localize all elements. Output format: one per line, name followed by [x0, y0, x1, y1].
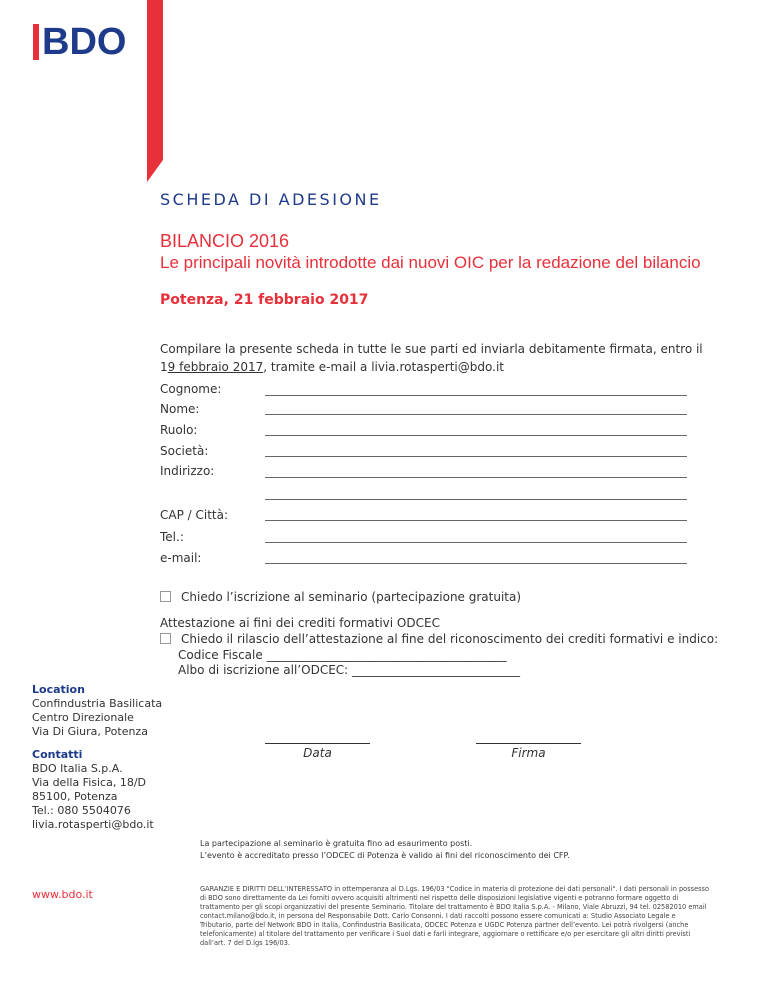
location-heading: Location	[32, 683, 85, 696]
date-signature-line[interactable]	[265, 743, 370, 744]
intro-text	[160, 340, 720, 376]
label-cognome: Cognome:	[160, 382, 222, 396]
location-block	[32, 683, 162, 739]
intro-part2: , tramite e-mail a livia.rotasperti@bdo.it	[263, 360, 504, 374]
date-label: Data	[303, 746, 332, 760]
field-indirizzo[interactable]	[265, 477, 687, 478]
seminar-checkbox[interactable]	[160, 591, 171, 602]
label-societa: Società:	[160, 444, 209, 458]
location-line: Centro Direzionale	[32, 711, 134, 724]
attestation-option[interactable]	[160, 632, 718, 646]
location-line: Confindustria Basilicata	[32, 697, 163, 710]
contacts-line: Tel.: 080 5504076	[32, 804, 131, 817]
brand-band-cut	[147, 160, 163, 182]
codice-fiscale-field[interactable]: Codice Fiscale ________________________________________	[178, 648, 507, 662]
label-cap-citta: CAP / Città:	[160, 508, 229, 522]
contacts-email[interactable]: livia.rotasperti@bdo.it	[32, 818, 154, 831]
form-title: SCHEDA DI ADESIONE	[160, 190, 382, 209]
note-line-2: L’evento è accreditato presso l’ODCEC di Potenza è valido ai fini del riconoscimento dei CFP.	[200, 851, 570, 860]
label-tel: Tel.:	[160, 530, 184, 544]
website-link[interactable]: www.bdo.it	[32, 888, 93, 901]
logo-text: BDO	[42, 21, 127, 63]
field-nome[interactable]	[265, 414, 687, 415]
attestation-checkbox[interactable]	[160, 633, 171, 644]
note-line-1: La partecipazione al seminario è gratuita fino ad esaurimento posti.	[200, 839, 473, 848]
seminar-label: Chiedo l’iscrizione al seminario (partecipazione gratuita)	[181, 590, 522, 604]
event-date: Potenza, 21 febbraio 2017	[160, 292, 369, 308]
contacts-block	[32, 748, 154, 832]
bdo-logo	[33, 22, 126, 62]
attestation-label: Chiedo il rilascio dell’attestazione al fine del riconoscimento dei crediti formativi e indico:	[181, 632, 719, 646]
location-line: Via Di Giura, Potenza	[32, 725, 148, 738]
label-nome: Nome:	[160, 402, 200, 416]
logo-mark	[33, 24, 39, 60]
firma-signature-line[interactable]	[476, 743, 581, 744]
contacts-line: 85100, Potenza	[32, 790, 118, 803]
field-societa[interactable]	[265, 456, 687, 457]
field-tel[interactable]	[265, 542, 687, 543]
contacts-line: BDO Italia S.p.A.	[32, 762, 123, 775]
field-indirizzo-2[interactable]	[265, 499, 687, 500]
contacts-line: Via della Fisica, 18/D	[32, 776, 147, 789]
firma-label: Firma	[511, 746, 546, 760]
attestation-title: Attestazione ai fini dei crediti formativi ODCEC	[160, 616, 440, 630]
brand-band	[147, 0, 163, 160]
field-cognome[interactable]	[265, 395, 687, 396]
event-subheading: Le principali novità introdotte dai nuovi OIC per la redazione del bilancio	[160, 253, 701, 272]
albo-field[interactable]: Albo di iscrizione all’ODCEC: ____________________________	[178, 663, 521, 677]
intro-deadline: 9 febbraio 2017	[167, 360, 264, 374]
event-heading: BILANCIO 2016	[160, 231, 290, 251]
label-ruolo: Ruolo:	[160, 423, 198, 437]
label-indirizzo: Indirizzo:	[160, 464, 215, 478]
field-cap-citta[interactable]	[265, 520, 687, 521]
seminar-option[interactable]	[160, 590, 521, 604]
label-email: e-mail:	[160, 551, 202, 565]
field-email[interactable]	[265, 563, 687, 564]
legal-notice: GARANZIE E DIRITTI DELL’INTERESSATO in ottemperanza al D.Lgs. 196/03 "Codice in materia di protezione dei dati personali". I dati personali in possesso di BDO sono direttamente da Lei forniti ovvero acquisiti altrimenti nel rispetto delle disposizioni legislative vigenti e potranno formare oggetto di trattamento per gli scopi organizzativi del presente Seminario. Titolare del trattamento è BDO Italia S.p.A. - Milano, Viale Abruzzi, 94 tel. 02582010 email contact.milano@bdo.it, in persona del Responsabile Dott. Carlo Consonni. I dati raccolti possono essere comunicati a: Studio Associato Legale e Tributario, parte del Network BDO in Italia, Confindustria Basilicata, ODCEC Potenza e UGDC Potenza partner dell’evento. Lei potrà rivolgersi (anche telefonicamente) al titolare del trattamento per verificare i Suoi dati e farli integrare, aggiornare o rettificare e/o per esercitare gli altri diritti previsti dall’art. 7 del D.lgs 196/03.	[200, 885, 710, 947]
intro-part1: Compilare la presente scheda in tutte le sue parti ed inviarla debitamente firmata, entro il 1	[160, 342, 703, 374]
field-ruolo[interactable]	[265, 435, 687, 436]
contacts-heading: Contatti	[32, 748, 83, 761]
